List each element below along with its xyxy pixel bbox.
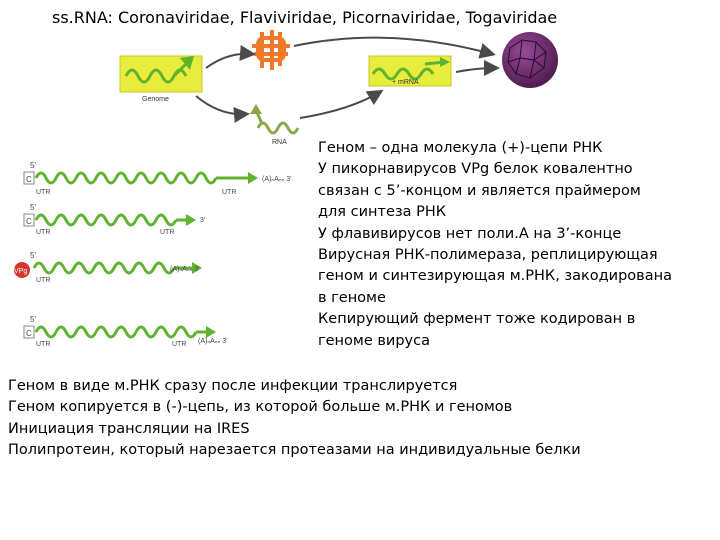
genome-row-1: [24, 161, 292, 196]
row-utr5: UTR: [36, 229, 51, 236]
genome-row-4: [24, 315, 228, 348]
bottom-line: Полипротеин, который нарезается протеазами на индивидуальные белки: [8, 442, 581, 459]
row-5prime: 5': [30, 203, 36, 212]
row-5prime: 5': [30, 315, 36, 324]
row-tail: 3': [200, 217, 206, 224]
row-tail: (A)ₙAₙₙ 3': [262, 176, 292, 183]
row-cap: C: [26, 217, 32, 226]
row-cap: C: [26, 329, 32, 338]
arrow-ribosome-to-virion: [294, 38, 492, 54]
bottom-line: Инициация трансляции на IRES: [8, 420, 250, 437]
row-cap: C: [26, 175, 32, 184]
genome-row-3: [14, 251, 202, 284]
row-5prime: 5': [30, 161, 36, 170]
arrow-genome-to-rna: [196, 96, 246, 114]
row-utr5: UTR: [36, 189, 51, 196]
title: ss.RNA: Coronaviridae, Flaviviridae, Picornaviridae, Togaviridae: [52, 8, 558, 27]
row-utr5: UTR: [36, 341, 51, 348]
row-utr3: UTR: [160, 229, 175, 236]
row-utr3: UTR: [172, 341, 187, 348]
row-cap: VPg: [14, 268, 28, 275]
arrow-genome-to-ribosome: [206, 54, 252, 68]
side-line: Вирусная РНК-полимераза, реплицирующая: [318, 247, 658, 264]
virion-icon: [502, 32, 558, 88]
side-line: Кепирующий фермент тоже кодирован в: [318, 311, 636, 328]
rna-label: RNA: [272, 139, 287, 146]
bottom-line: Геном в виде м.РНК сразу после инфекции транслируется: [8, 378, 458, 394]
side-text: [318, 138, 718, 352]
side-line: для синтеза РНК: [318, 204, 447, 221]
row-tail: (A)ₙAₙₙ 3': [198, 338, 228, 345]
ribosome-icon: [252, 30, 290, 70]
side-line: в геноме: [318, 289, 386, 306]
row-tail: (A)ₙAₙₙ 3': [170, 266, 200, 273]
row-5prime: 5': [30, 251, 36, 260]
bottom-text: [8, 376, 718, 462]
arrow-mrna-to-virion: [456, 68, 496, 72]
side-line: геном и синтезирующая м.РНК, закодирована: [318, 268, 672, 285]
genome-label: Genome: [142, 96, 169, 103]
side-line: геноме вируса: [318, 332, 430, 349]
row-utr5: UTR: [36, 277, 51, 284]
rna-wave: [258, 123, 298, 133]
row-utr3: UTR: [222, 189, 237, 196]
arrow-rna-to-mrna: [300, 92, 380, 118]
genome-box: [120, 56, 202, 92]
genome-row-2: [24, 203, 205, 236]
side-line: связан с 5’-концом и является праймером: [318, 182, 641, 199]
side-line: У флавивирусов нет поли.А на 3’-конце: [318, 225, 622, 242]
side-line: Геном – одна молекула (+)-цепи РНК: [318, 140, 603, 156]
bottom-line: Геном копируется в (-)-цепь, из которой больше м.РНК и геномов: [8, 399, 513, 416]
side-line: У пикорнавирусов VPg белок ковалентно: [318, 161, 633, 178]
mrna-label: + mRNA: [392, 79, 419, 86]
